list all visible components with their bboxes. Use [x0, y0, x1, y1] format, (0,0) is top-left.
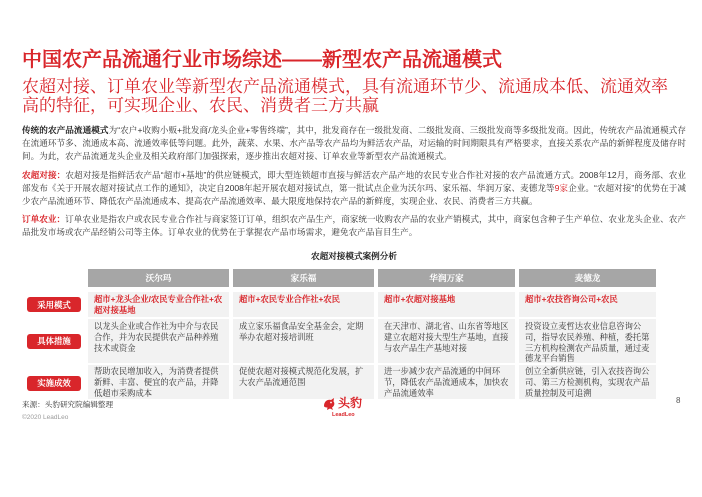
source-note: 来源：头豹研究院编辑整理 [22, 400, 114, 409]
table-cell-carrefour-measures: 成立家乐福食品安全基金会，定期举办农超对接培训班 [233, 319, 374, 363]
nongchao-body-before: 农超对接是指鲜活农产品“超市+基地”的供应链模式，即大型连锁超市直接与鲜活农产品产地的农民专业合作社对接的农产品流通方式。2008年12月，商务部、农业部发布《关于开展农超对接试点工作的通知》，决定自2008年起开展农超对接试点，第一批试点企业为沃尔玛、家乐福、华润万家、麦德龙等 [22, 170, 686, 193]
dingdan-lead: 订单农业： [22, 214, 66, 224]
column-header-vanguard: 华润万家 [378, 269, 515, 287]
column-header-walmart: 沃尔玛 [88, 269, 229, 287]
nongchao-paragraph [22, 169, 686, 208]
table-cell-metro-measures: 投资设立麦哲达农业信息咨询公司，指导农民养殖、种植，委托第三方机构检测农产品质量，通过麦德龙平台销售 [519, 319, 656, 363]
dingdan-body: 订单农业是指农户或农民专业合作社与商家签订订单，组织农产品生产，商家统一收购农产品的农业产销模式，其中，商家包含种子生产单位、农业龙头企业、农产品批发市场或农产品经销公司等主体。订单农业的优势在于掌握农产品市场需求，避免农产品盲目生产。 [22, 214, 686, 237]
row-label-mode-box: 采用模式 [27, 297, 81, 312]
table-cell-vanguard-mode: 超市+农超对接基地 [378, 292, 515, 317]
row-label-results-box: 实施成效 [27, 376, 81, 391]
column-header-carrefour: 家乐福 [233, 269, 374, 287]
nongchao-highlight: 9家 [554, 183, 569, 193]
column-header-metro: 麦德龙 [519, 269, 656, 287]
page-number: 8 [676, 396, 681, 405]
table-cell-carrefour-mode: 超市+农民专业合作社+农民 [233, 292, 374, 317]
logo-text-en: LeadLeo [332, 412, 355, 418]
leopard-logo-icon [322, 397, 336, 411]
copyright-note: ©2020 LeadLeo [22, 414, 69, 421]
table-cell-metro-results: 创立全新供应链，引入农技咨询公司、第三方检测机构，实现农产品质量控制及可追溯 [519, 365, 656, 399]
nongchao-lead: 农超对接： [22, 170, 66, 180]
row-label-results [27, 365, 81, 400]
traditional-model-lead: 传统的农产品流通模式 [22, 125, 109, 135]
leadleo-logo [322, 395, 372, 421]
page-title: 中国农产品流通行业市场综述——新型农产品流通模式 [22, 49, 502, 71]
traditional-model-body: 为“农户+收购小贩+批发商/龙头企业+零售终端”，其中，批发商存在一级批发商、二级批发商、三级批发商等多级批发商。因此，传统农产品流通模式存在流通环节多、流通成本高、流通效率低等问题。此外，蔬菜、水果、水产品等农产品均为鲜活农产品，对运输的时间期限具有严格要求，直接关系农产品的新鲜程度及储存时间。为此，农产品流通龙头企业及相关政府部门加强探索，逐步推出农超对接、订单农业等新型农产品流通模式。 [22, 125, 686, 161]
traditional-model-paragraph [22, 124, 686, 163]
table-cell-walmart-results: 帮助农民增加收入，为消费者提供新鲜、丰富、便宜的农产品，并降低超市采购成本 [88, 365, 229, 399]
table-cell-metro-mode: 超市+农技咨询公司+农民 [519, 292, 656, 317]
row-label-measures-box: 具体措施 [27, 334, 81, 349]
table-cell-walmart-mode: 超市+龙头企业/农民专业合作社+农超对接基地 [88, 292, 229, 317]
nongchao-body-after: 企业。“农超对接”的优势在于减少农产品流通环节、降低农产品流通成本、提高农产品流通效率、最大限度地保持农产品的新鲜度，实现企业、农民、消费者三方共赢。 [22, 183, 687, 206]
row-label-measures [27, 319, 81, 363]
table-cell-vanguard-measures: 在天津市、湖北省、山东省等地区建立农超对接大型生产基地，直接与农产品生产基地对接 [378, 319, 515, 363]
table-caption: 农超对接模式案例分析 [311, 251, 397, 261]
row-label-mode [27, 292, 81, 317]
table-cell-carrefour-results: 促使农超对接模式规范化发展，扩大农产品流通范围 [233, 365, 374, 399]
table-cell-walmart-measures: 以龙头企业或合作社为中介与农民合作，并为农民提供农产品种养殖技术或资金 [88, 319, 229, 363]
dingdan-paragraph [22, 213, 686, 239]
page-subtitle: 农超对接、订单农业等新型农产品流通模式，具有流通环节少、流通成本低、流通效率高的特征，可实现企业、农民、消费者三方共赢 [22, 77, 668, 115]
table-cell-vanguard-results: 进一步减少农产品流通的中间环节，降低农产品流通成本，加快农产品流通效率 [378, 365, 515, 399]
logo-text-cn: 头豹 [338, 396, 363, 410]
